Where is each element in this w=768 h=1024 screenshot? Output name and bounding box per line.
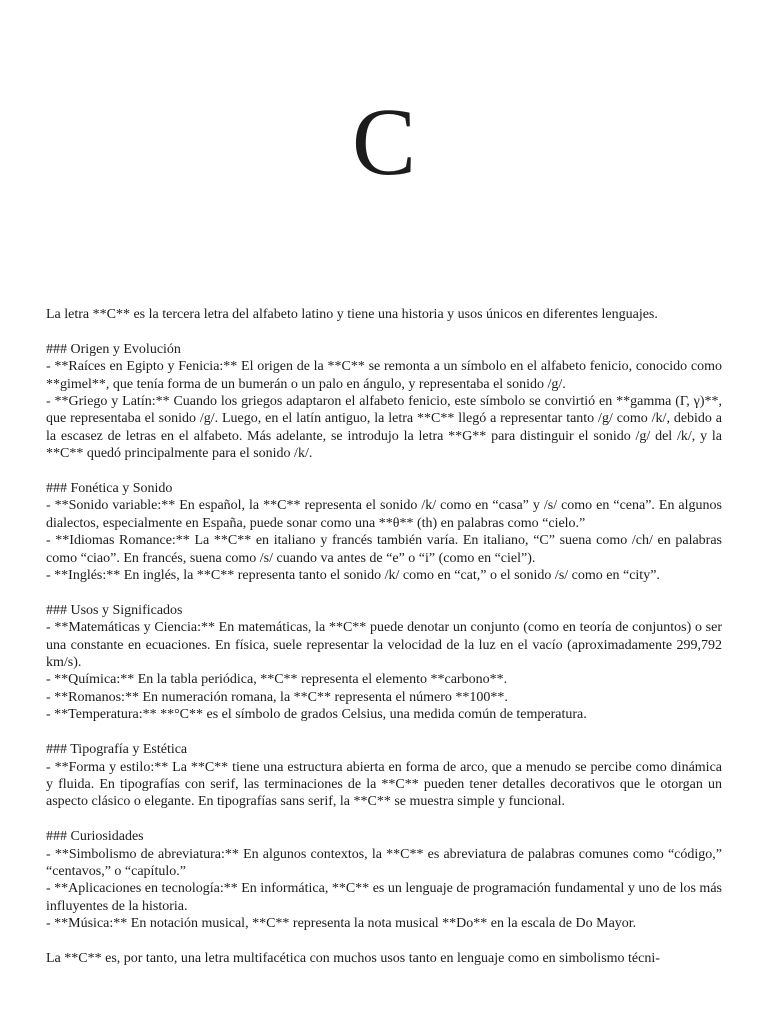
list-item: - **Química:** En la tabla periódica, **C** representa el elemento **carbono**. (46, 672, 508, 688)
spacer (46, 724, 722, 741)
list-item: - **Simbolismo de abreviatura:** En algunos contextos, la **C** es abreviatura de palabras comunes como “código,” “centavos,” o “capítulo.” (46, 846, 722, 879)
list-item: - **Idiomas Romance:** La **C** en italiano y francés también varía. En italiano, “C” suena como /ch/ en palabras como “ciao”. En francés, suena como /s/ cuando va antes de “e” o “i” (como en “ciel”). (46, 533, 722, 566)
section-curiosidades (46, 828, 722, 932)
list-item: - **Temperatura:** **°C** es el símbolo de grados Celsius, una medida común de temperatura. (46, 707, 587, 723)
section-heading: ### Fonética y Sonido (46, 481, 173, 497)
section-usos (46, 602, 722, 724)
section-heading: ### Curiosidades (46, 829, 144, 845)
list-item: - **Música:** En notación musical, **C** representa la nota musical **Do** en la escala de Do Mayor. (46, 916, 637, 932)
closing-paragraph: La **C** es, por tanto, una letra multifacética con muchos usos tanto en lenguaje como en simbolismo técni- (46, 950, 660, 966)
list-item: - **Inglés:** En inglés, la **C** representa tanto el sonido /k/ como en “cat,” o el sonido /s/ como en “city”. (46, 568, 660, 584)
spacer (46, 323, 722, 340)
section-heading: ### Tipografía y Estética (46, 742, 188, 758)
list-item: - **Griego y Latín:** Cuando los griegos adaptaron el alfabeto fenicio, este símbolo se convirtió en **gamma (Γ, γ)**, que representaba el sonido /g/. Luego, en el latín antiguo, la letra **C** llegó a representar tanto /g/ como /k/, debido a la escasez de letras en el alfabeto. Más adelante, se introdujo la letra **G** para distinguir el sonido /g/ del /k/, y la **C** quedó principalmente para el sonido /k/. (46, 394, 722, 462)
spacer (46, 933, 722, 950)
list-item: - **Forma y estilo:** La **C** tiene una estructura abierta en forma de arco, que a menudo se percibe como dinámica y fluida. En tipografías con serif, las terminaciones de la **C** pueden tener detalles decorativos que le otorgan un aspecto clásico o elegante. En tipografías sans serif, la **C** se muestra simple y funcional. (46, 759, 722, 810)
list-item: - **Matemáticas y Ciencia:** En matemáticas, la **C** puede denotar un conjunto (como en teoría de conjuntos) o ser una constante en ecuaciones. En física, suele representar la velocidad de la luz en el vacío (aproximadamente 299,792 km/s). (46, 620, 722, 671)
list-item: - **Raíces en Egipto y Fenicia:** El origen de la **C** se remonta a un símbolo en el alfabeto fenicio, conocido como **gimel**, que tenía forma de un bumerán o un palo en ángulo, y representaba el sonido /g/. (46, 359, 722, 392)
section-heading: ### Usos y Significados (46, 602, 183, 618)
section-heading: ### Origen y Evolución (46, 341, 181, 357)
list-item: - **Sonido variable:** En español, la **C** representa el sonido /k/ como en “casa” y /s/ como en “cena”. En algunos dialectos, especialmente en España, puede sonar como una **θ** (th) en palabras como “cielo.” (46, 498, 722, 531)
intro-paragraph: La letra **C** es la tercera letra del alfabeto latino y tiene una historia y usos únicos en diferentes lenguajes. (46, 307, 658, 322)
spacer (46, 584, 722, 601)
section-origen (46, 341, 722, 463)
list-item: - **Romanos:** En numeración romana, la **C** representa el número **100**. (46, 689, 508, 705)
document-body (46, 306, 722, 967)
page-title-letter: C (351, 88, 417, 195)
list-item: - **Aplicaciones en tecnología:** En informática, **C** es un lenguaje de programación fundamental y uno de los más influyentes de la historia. (46, 881, 722, 914)
spacer (46, 463, 722, 480)
section-fonetica (46, 480, 722, 584)
spacer (46, 811, 722, 828)
section-tipografia (46, 741, 722, 811)
